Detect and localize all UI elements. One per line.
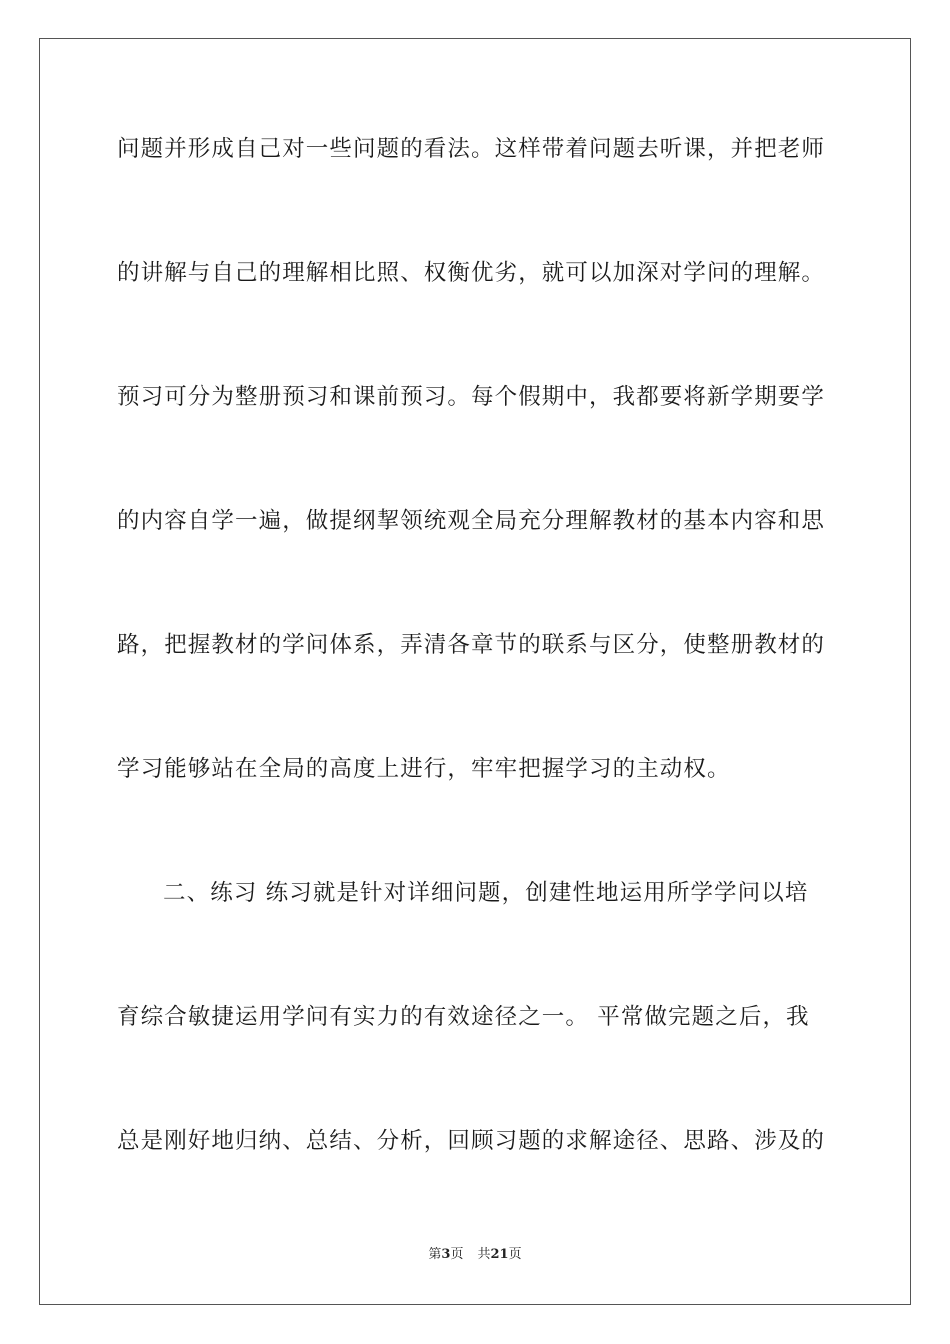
- page-number: 3: [441, 1247, 451, 1262]
- total-pages: 21: [490, 1247, 509, 1262]
- body-text-line: 育综合敏捷运用学问有实力的有效途径之一。 平常做完题之后，我: [117, 1004, 810, 1030]
- body-text-line: 问题并形成自己对一些问题的看法。这样带着问题去听课，并把老师: [117, 136, 826, 162]
- body-text-line: 的内容自学一遍，做提纲挈领统观全局充分理解教材的基本内容和思: [117, 508, 826, 534]
- body-text-line: 预习可分为整册预习和课前预习。每个假期中，我都要将新学期要学: [117, 384, 826, 410]
- total-suffix: 页: [508, 1247, 522, 1262]
- page-footer: [0, 1246, 950, 1264]
- body-text-line: 总是刚好地归纳、总结、分析，回顾习题的求解途径、思路、涉及的: [117, 1128, 826, 1154]
- body-text-line: 学习能够站在全局的高度上进行，牢牢把握学习的主动权。: [117, 756, 731, 782]
- total-prefix: 共: [477, 1247, 491, 1262]
- page-prefix: 第: [428, 1247, 442, 1262]
- body-text-line: 的讲解与自己的理解相比照、权衡优劣，就可以加深对学问的理解。: [117, 260, 826, 286]
- page-suffix: 页: [450, 1247, 464, 1262]
- page-border: [39, 38, 911, 1305]
- body-text-line: 路，把握教材的学问体系，弄清各章节的联系与区分，使整册教材的: [117, 632, 826, 658]
- body-text-line: 二、练习 练习就是针对详细问题，创建性地运用所学学问以培: [163, 880, 809, 906]
